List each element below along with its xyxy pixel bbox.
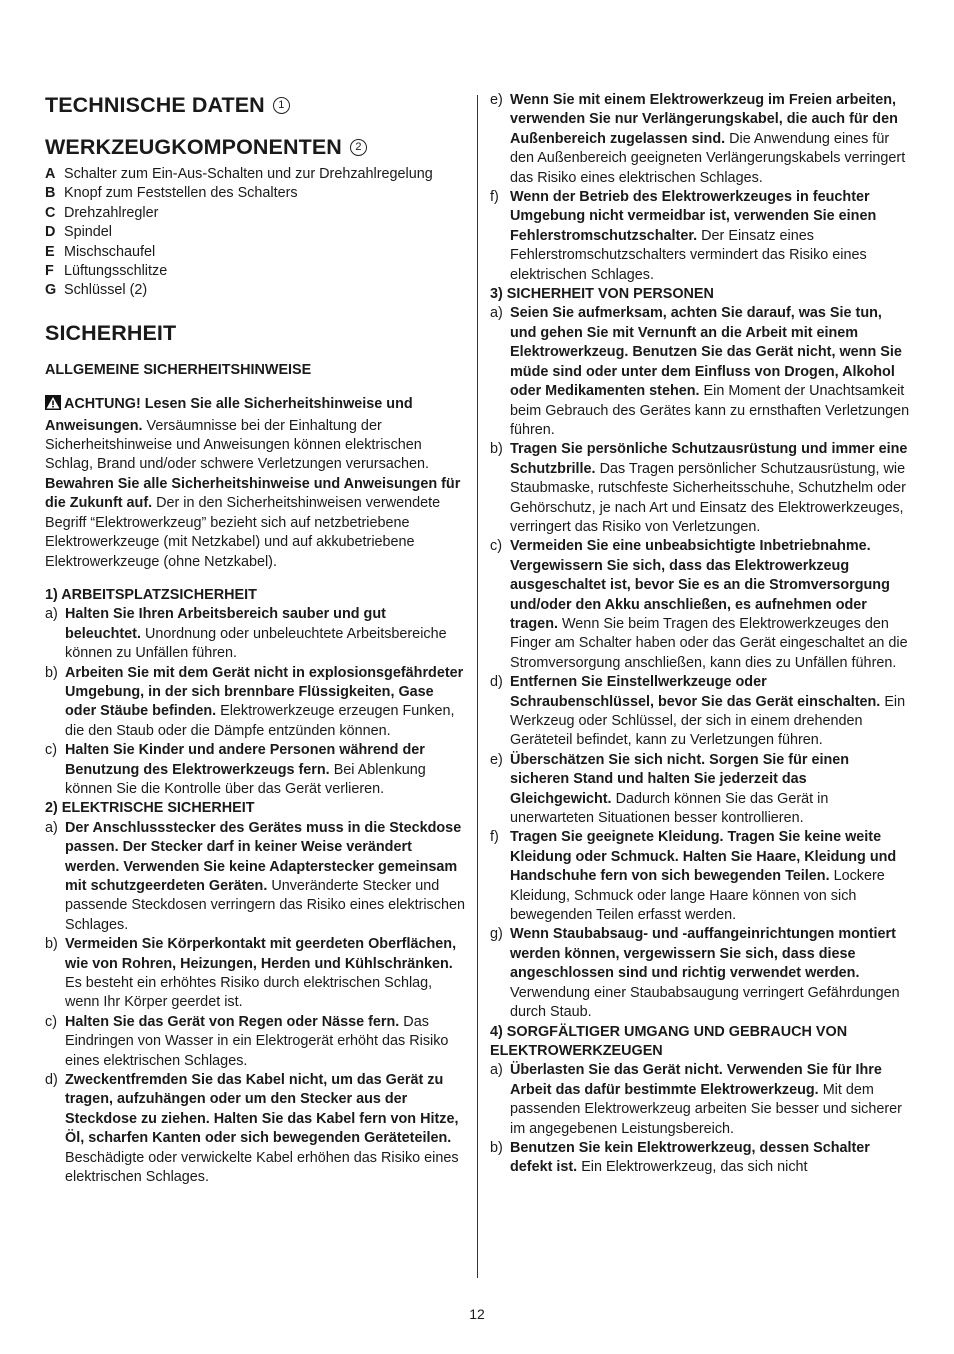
item-plain: Dadurch können Sie das Gerät in unerwarteten Situationen besser kontrollieren. [510, 790, 829, 827]
item-bold: Benutzen Sie kein Elektrowerkzeug, dessen Schalter defekt ist. [510, 1139, 870, 1176]
item-plain: Der Einsatz eines Fehlerstromschutzschalters vermindert das Risiko eines elektrischen Schlages. [510, 227, 867, 283]
item-marker: f) [490, 189, 499, 206]
item-text [510, 1061, 910, 1139]
item-plain: Die Anwendung eines für den Außenbereich geeigneten Verlängerungskabels verringert das Risiko eines elektrischen Schlages. [510, 130, 906, 186]
figure-ref-badge: 1 [273, 97, 290, 114]
item-marker: c) [45, 1013, 57, 1030]
list-item [45, 741, 465, 799]
heading-technical-data-text: TECHNISCHE DATEN [45, 93, 265, 117]
item-marker: e) [490, 92, 503, 108]
warning-paragraph [45, 395, 465, 572]
item-plain: Es besteht ein erhöhtes Risiko durch elektrischen Schlag, wenn Ihr Körper geerdet ist. [65, 975, 433, 1011]
list-item [490, 91, 910, 188]
item-text [510, 537, 910, 673]
component-text: Spindel [64, 224, 113, 241]
component-text: Knopf zum Feststellen des Schalters [64, 185, 298, 202]
component-text: Schlüssel (2) [64, 282, 148, 299]
component-item [45, 262, 465, 281]
item-marker: a) [490, 305, 503, 322]
component-text: Schalter zum Ein-Aus-Schalten und zur Drehzahlregelung [64, 166, 433, 182]
item-marker: d) [45, 1072, 58, 1089]
item-marker: e) [490, 751, 503, 768]
list-item [490, 1061, 910, 1139]
heading-components-text: WERKZEUGKOMPONENTEN [45, 135, 342, 159]
heading-safety-text: SICHERHEIT [45, 320, 177, 345]
item-text [510, 188, 910, 285]
component-key: D [45, 224, 56, 241]
item-bold: Arbeiten Sie mit dem Gerät nicht in explosionsgefährdeter Umgebung, in der sich brennbare Flüssigkeiten, Gase oder Stäube befinden. [65, 664, 464, 720]
item-bold: Halten Sie das Gerät von Regen oder Nässe fern. [65, 1013, 400, 1030]
list-item [45, 1071, 465, 1187]
item-plain: Das Eindringen von Wasser in ein Elektrogerät erhöht das Risiko eines elektrischen Schlages. [65, 1013, 449, 1069]
component-item [45, 281, 465, 300]
item-plain: Das Tragen persönlicher Schutzausrüstung, wie Staubmaske, rutschfeste Sicherheitsschuhe, Schutzhelm oder Gehörschutz, je nach Art und Einsatz des Elektrowerkzeuges, verringert das Risiko von Verletzungen. [510, 460, 906, 535]
component-item [45, 204, 465, 223]
item-text [65, 664, 465, 742]
component-key: B [45, 185, 56, 202]
left-column [45, 91, 465, 1188]
component-item [45, 243, 465, 262]
column-divider [477, 95, 478, 1278]
item-bold: Vermeiden Sie Körperkontakt mit geerdeten Oberflächen, wie von Rohren, Heizungen, Herden und Kühlschränken. [65, 936, 457, 972]
list-item [45, 605, 465, 663]
item-marker: c) [490, 538, 502, 555]
item-text [510, 91, 910, 188]
heading-safety [45, 319, 465, 347]
item-bold: Wenn Staubabsaug- und -auffangeinrichtungen montiert werden können, vergewissern Sie sich, dass diese angeschlossen sind und richtig verwendet werden. [510, 926, 896, 982]
item-plain: Beschädigte oder verwickelte Kabel erhöhen das Risiko eines elektrischen Schlages. [65, 1149, 459, 1186]
component-text: Mischschaufel [64, 243, 156, 260]
item-text [65, 935, 465, 1013]
item-marker: b) [45, 664, 58, 681]
list-item [45, 935, 465, 1013]
warning-text: Versäumnisse bei der Einhaltung der Sicherheitshinweise und Anweisungen können elektrischen Schlag, Brand und/oder schwere Verletzungen verursachen. [45, 417, 429, 473]
item-plain: Lockere Kleidung, Schmuck oder lange Haare können von sich bewegenden Teilen erfasst werden. [510, 868, 885, 924]
item-plain: Unveränderte Stecker und passende Steckdosen verringern das Risiko eines elektrischen Schlages. [65, 878, 465, 933]
page-number: 12 [469, 1306, 485, 1322]
warning-icon [45, 395, 61, 416]
item-text [65, 605, 465, 663]
heading-components [45, 133, 465, 161]
component-key: G [45, 282, 57, 299]
list-item [45, 1013, 465, 1071]
list-item [490, 537, 910, 673]
item-text [510, 1139, 910, 1178]
item-text [510, 828, 910, 925]
item-bold: Tragen Sie persönliche Schutzausrüstung und immer eine Schutzbrille. [510, 441, 908, 477]
component-key: F [45, 263, 54, 280]
item-bold: Halten Sie Ihren Arbeitsbereich sauber und gut beleuchtet. [65, 606, 386, 642]
component-item [45, 223, 465, 242]
item-plain: Ein Werkzeug oder Schlüssel, der sich in einem drehenden Geräteteil befindet, kann zu Verletzungen führen. [510, 693, 906, 749]
warning-bold-text: ACHTUNG! Lesen Sie alle Sicherheitshinweise und Anweisungen. [45, 396, 413, 434]
item-marker: g) [490, 926, 503, 943]
item-plain: Ein Moment der Unachtsamkeit beim Gebrauch des Gerätes kann zu ernsthaften Verletzungen führen. [510, 383, 910, 438]
item-text [510, 440, 910, 537]
figure-ref-badge: 2 [350, 139, 367, 156]
list-item [490, 304, 910, 440]
item-text [65, 1013, 465, 1071]
item-bold: Halten Sie Kinder und andere Personen während der Benutzung des Elektrowerkzeugs fern. [65, 742, 425, 778]
item-marker: f) [490, 829, 499, 846]
warning-text: Der in den Sicherheitshinweisen verwendete Begriff “Elektrowerkzeug” bezieht sich auf netzbetriebene Elektrowerkzeuge (mit Netzkabel) und auf akkubetriebene Elektrowerkzeuge (ohne Netzkabel). [45, 495, 441, 570]
item-bold: Zweckentfremden Sie das Kabel nicht, um das Gerät zu tragen, aufzuhängen oder um den Stecker aus der Steckdose zu ziehen. Halten Sie das Kabel fern von Hitze, Öl, scharfen Kanten oder sich bewegenden Geräteteilen. [65, 1072, 459, 1147]
list-item [490, 1139, 910, 1178]
right-column [490, 91, 910, 1178]
list-item [490, 188, 910, 285]
item-bold: Vermeiden Sie eine unbeabsichtigte Inbetriebnahme. Vergewissern Sie sich, dass das Elektrowerkzeug ausgeschaltet ist, bevor Sie es an die Stromversorgung und/oder den Akku anschließen, es aufnehmen oder tragen. [510, 538, 890, 632]
item-plain: Mit dem passenden Elektrowerkzeug arbeiten Sie besser und sicherer im angegebenen Leistungsbereich. [510, 1081, 902, 1137]
item-bold: Entfernen Sie Einstellwerkzeuge oder Schraubenschlüssel, bevor Sie das Gerät einschalten. [510, 674, 881, 710]
list-item [45, 819, 465, 935]
item-marker: a) [45, 606, 58, 623]
component-text: Lüftungsschlitze [64, 263, 168, 280]
item-bold: Überlasten Sie das Gerät nicht. Verwenden Sie für Ihre Arbeit das dafür bestimmte Elektrowerkzeug. [510, 1062, 882, 1098]
subheading-general-safety: ALLGEMEINE SICHERHEITSHINWEISE [45, 361, 312, 378]
warning-bold-text: Bewahren Sie alle Sicherheitshinweise und Anweisungen für die Zukunft auf. [45, 475, 461, 512]
list-item [490, 440, 910, 537]
item-marker: a) [490, 1062, 503, 1079]
component-item [45, 184, 465, 203]
list-item [490, 828, 910, 925]
section-heading-tool-use: 4) SORGFÄLTIGER UMGANG UND GEBRAUCH VON ELEKTROWERKZEUGEN [490, 1023, 848, 1059]
item-bold: Tragen Sie geeignete Kleidung. Tragen Sie keine weite Kleidung oder Schmuck. Halten Sie Haare, Kleidung und Handschuhe fern von sich bewegenden Teilen. [510, 829, 897, 885]
item-marker: c) [45, 742, 57, 759]
list-item [490, 751, 910, 829]
item-text [510, 673, 910, 751]
heading-technical-data [45, 91, 465, 119]
component-text: Drehzahlregler [64, 204, 159, 221]
components-list [45, 165, 465, 301]
item-plain: Elektrowerkzeuge erzeugen Funken, die den Staub oder die Dämpfe entzünden können. [65, 703, 455, 739]
section-heading-personal: 3) SICHERHEIT VON PERSONEN [490, 286, 714, 303]
item-plain: Bei Ablenkung können Sie die Kontrolle über das Gerät verlieren. [65, 761, 426, 797]
list-item [45, 664, 465, 742]
section-heading-workplace: 1) ARBEITSPLATZSICHERHEIT [45, 586, 257, 603]
item-marker: b) [490, 1139, 503, 1156]
component-key: C [45, 204, 56, 221]
component-key: A [45, 166, 56, 182]
item-text [510, 304, 910, 440]
item-plain: Wenn Sie beim Tragen des Elektrowerkzeuges den Finger am Schalter haben oder das Gerät eingeschaltet an die Stromversorgung anschließen, kann dies zu Unfällen führen. [510, 615, 908, 671]
component-key: E [45, 243, 55, 260]
item-bold: Überschätzen Sie sich nicht. Sorgen Sie für einen sicheren Stand und halten Sie jederzeit das Gleichgewicht. [510, 751, 850, 807]
section-heading-electrical: 2) ELEKTRISCHE SICHERHEIT [45, 800, 255, 817]
item-plain: Ein Elektrowerkzeug, das sich nicht [581, 1159, 808, 1176]
item-marker: b) [45, 936, 58, 953]
item-text [510, 925, 910, 1022]
item-plain: Verwendung einer Staubabsaugung verringert Gefährdungen durch Staub. [510, 984, 900, 1021]
list-item [490, 673, 910, 751]
item-bold: Seien Sie aufmerksam, achten Sie darauf, was Sie tun, und gehen Sie mit Vernunft an die Arbeit mit einem Elektrowerkzeug. Benutzen Sie das Gerät nicht, wenn Sie müde sind oder unter dem Einfluss von Drogen, Alkohol oder Medikamenten stehen. [510, 305, 902, 400]
item-text [65, 819, 465, 935]
item-marker: a) [45, 819, 58, 836]
item-bold: Der Anschlussstecker des Gerätes muss in die Steckdose passen. Der Stecker darf in keiner Weise verändert werden. Verwenden Sie keine Adapterstecker gemeinsam mit schutzgeerdeten Geräten. [65, 819, 462, 894]
item-text [65, 741, 465, 799]
item-text [65, 1071, 465, 1187]
item-marker: b) [490, 441, 503, 458]
item-bold: Wenn Sie mit einem Elektrowerkzeug im Freien arbeiten, verwenden Sie nur Verlängerungskabel, die auch für den Außenbereich zugelassen sind. [510, 92, 898, 147]
item-plain: Unordnung oder unbeleuchtete Arbeitsbereiche können zu Unfällen führen. [65, 625, 447, 662]
list-item [490, 925, 910, 1022]
item-bold: Wenn der Betrieb des Elektrowerkzeuges in feuchter Umgebung nicht vermeidbar ist, verwenden Sie einen Fehlerstromschutzschalter. [510, 189, 877, 244]
item-marker: d) [490, 674, 503, 691]
component-item [45, 165, 465, 184]
item-text [510, 751, 910, 829]
